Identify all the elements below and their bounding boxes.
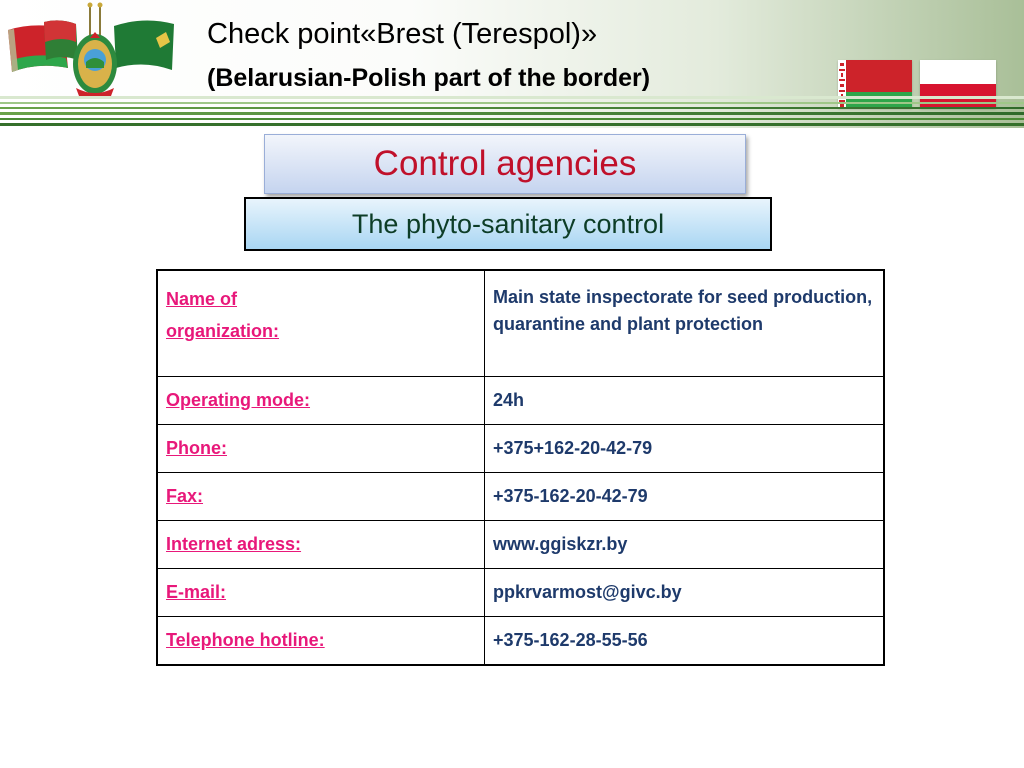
- table-row: [157, 376, 884, 424]
- table-cell-label: [157, 617, 485, 665]
- subsection-title: The phyto-sanitary control: [351, 208, 665, 239]
- table-cell-label: [157, 473, 485, 521]
- table-cell-label: [157, 569, 485, 617]
- page-subtitle: (Belarusian-Polish part of the border): [207, 64, 651, 92]
- table-cell-label: [157, 425, 485, 473]
- header-divider-stripes: [0, 96, 1024, 128]
- table-cell-value: 24h: [485, 376, 885, 424]
- row-label-email[interactable]: E-mail:: [166, 582, 227, 603]
- table-cell-value: +375-162-20-42-79: [485, 473, 885, 521]
- row-label-organization[interactable]: Name of organization:: [166, 289, 279, 341]
- table-cell-label: [157, 376, 485, 424]
- table-cell-value: www.ggiskzr.by: [485, 521, 885, 569]
- subsection-title-box: [244, 197, 772, 251]
- row-label-internet-address[interactable]: Internet adress:: [166, 534, 302, 555]
- info-table: [156, 269, 885, 666]
- header-band: [0, 0, 1024, 128]
- table-row: [157, 569, 884, 617]
- row-label-fax[interactable]: Fax:: [166, 486, 204, 507]
- table-row: [157, 521, 884, 569]
- table-cell-value: +375-162-28-55-56: [485, 617, 885, 665]
- table-cell-value: Main state inspectorate for seed production, quarantine and plant protection: [485, 270, 885, 376]
- table-cell-value: +375+162-20-42-79: [485, 425, 885, 473]
- belarus-emblem-icon: [4, 2, 180, 102]
- page-title: Check point«Brest (Terespol)»: [207, 18, 598, 50]
- table-row: [157, 617, 884, 665]
- table-row: [157, 473, 884, 521]
- table-cell-label: [157, 270, 485, 376]
- row-label-telephone-hotline[interactable]: Telephone hotline:: [166, 630, 325, 651]
- table-row: [157, 425, 884, 473]
- section-title-box: [264, 134, 746, 194]
- row-label-operating-mode[interactable]: Operating mode:: [166, 389, 311, 410]
- table-row: [157, 270, 884, 376]
- table-cell-value: ppkrvarmost@givc.by: [485, 569, 885, 617]
- table-cell-label: [157, 521, 485, 569]
- section-title: Control agencies: [373, 144, 637, 183]
- row-label-phone[interactable]: Phone:: [166, 438, 227, 459]
